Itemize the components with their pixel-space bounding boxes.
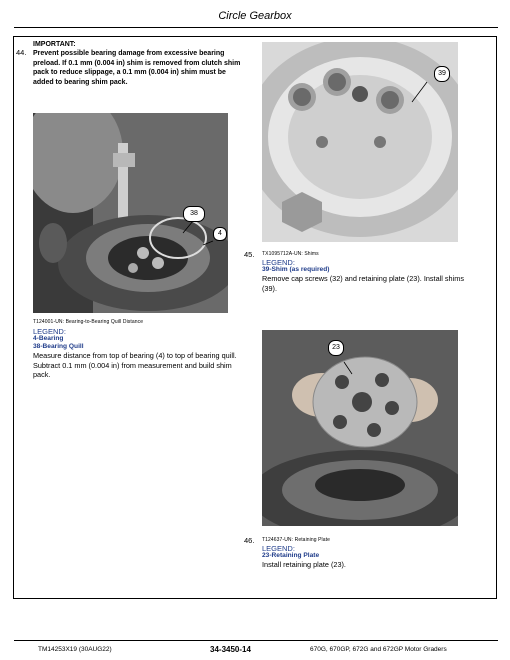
step-44-instruction: Measure distance from top of bearing (4) to top of bearing quill. Subtract 0.1 mm (0.004 in) from measurement and build shim pack. bbox=[33, 351, 237, 380]
photo-caption-45: TX1095712A-UN: Shims bbox=[262, 251, 319, 257]
legend-title-44: LEGEND: bbox=[33, 327, 66, 336]
step-46-instruction: Install retaining plate (23). bbox=[262, 560, 346, 569]
callout-23: 23 bbox=[328, 340, 344, 356]
step-45-instruction: Remove cap screws (32) and retaining plate (23). Install shims (39). bbox=[262, 274, 464, 293]
callout-39: 39 bbox=[434, 66, 450, 82]
legend-title-46: LEGEND: bbox=[262, 544, 295, 553]
legend-item-retaining-plate: 23-Retaining Plate bbox=[262, 552, 320, 559]
shims-photo bbox=[262, 42, 458, 242]
footer-doc-id: TM14253X19 (30AUG22) bbox=[38, 646, 112, 653]
important-label: IMPORTANT: bbox=[33, 41, 76, 48]
legend-title-45: LEGEND: bbox=[262, 258, 295, 267]
legend-item-bearing: 4-Bearing bbox=[33, 335, 64, 342]
step-45-number: 45. bbox=[244, 250, 255, 259]
photo-caption-44: T124001-UN: Bearing-to-Bearing Quill Distance bbox=[33, 319, 144, 325]
legend-item-bearing-quill: 38-Bearing Quill bbox=[33, 343, 84, 350]
header-rule bbox=[14, 27, 498, 28]
step-44-number: 44. bbox=[16, 48, 27, 57]
step-46-number: 46. bbox=[244, 536, 255, 545]
page-header-title: Circle Gearbox bbox=[218, 10, 292, 22]
legend-item-shim: 39-Shim (as required) bbox=[262, 266, 330, 273]
footer-models: 670G, 670GP, 672G and 672GP Motor Graders bbox=[310, 646, 447, 653]
callout-38: 38 bbox=[183, 206, 205, 222]
footer-page-number: 34-3450-14 bbox=[210, 645, 251, 654]
callout-4: 4 bbox=[213, 227, 227, 241]
retaining-plate-photo bbox=[262, 330, 458, 526]
photo-caption-46: T124637-UN: Retaining Plate bbox=[262, 537, 331, 543]
important-text: Prevent possible bearing damage from excessive bearing preload. If 0.1 mm (0.004 in) shim is removed from clutch shim pack to reduce slippage, a 0.1 mm (0.004 in) shim must be added to bearing shim pack. bbox=[33, 50, 241, 86]
footer-rule bbox=[14, 640, 498, 641]
